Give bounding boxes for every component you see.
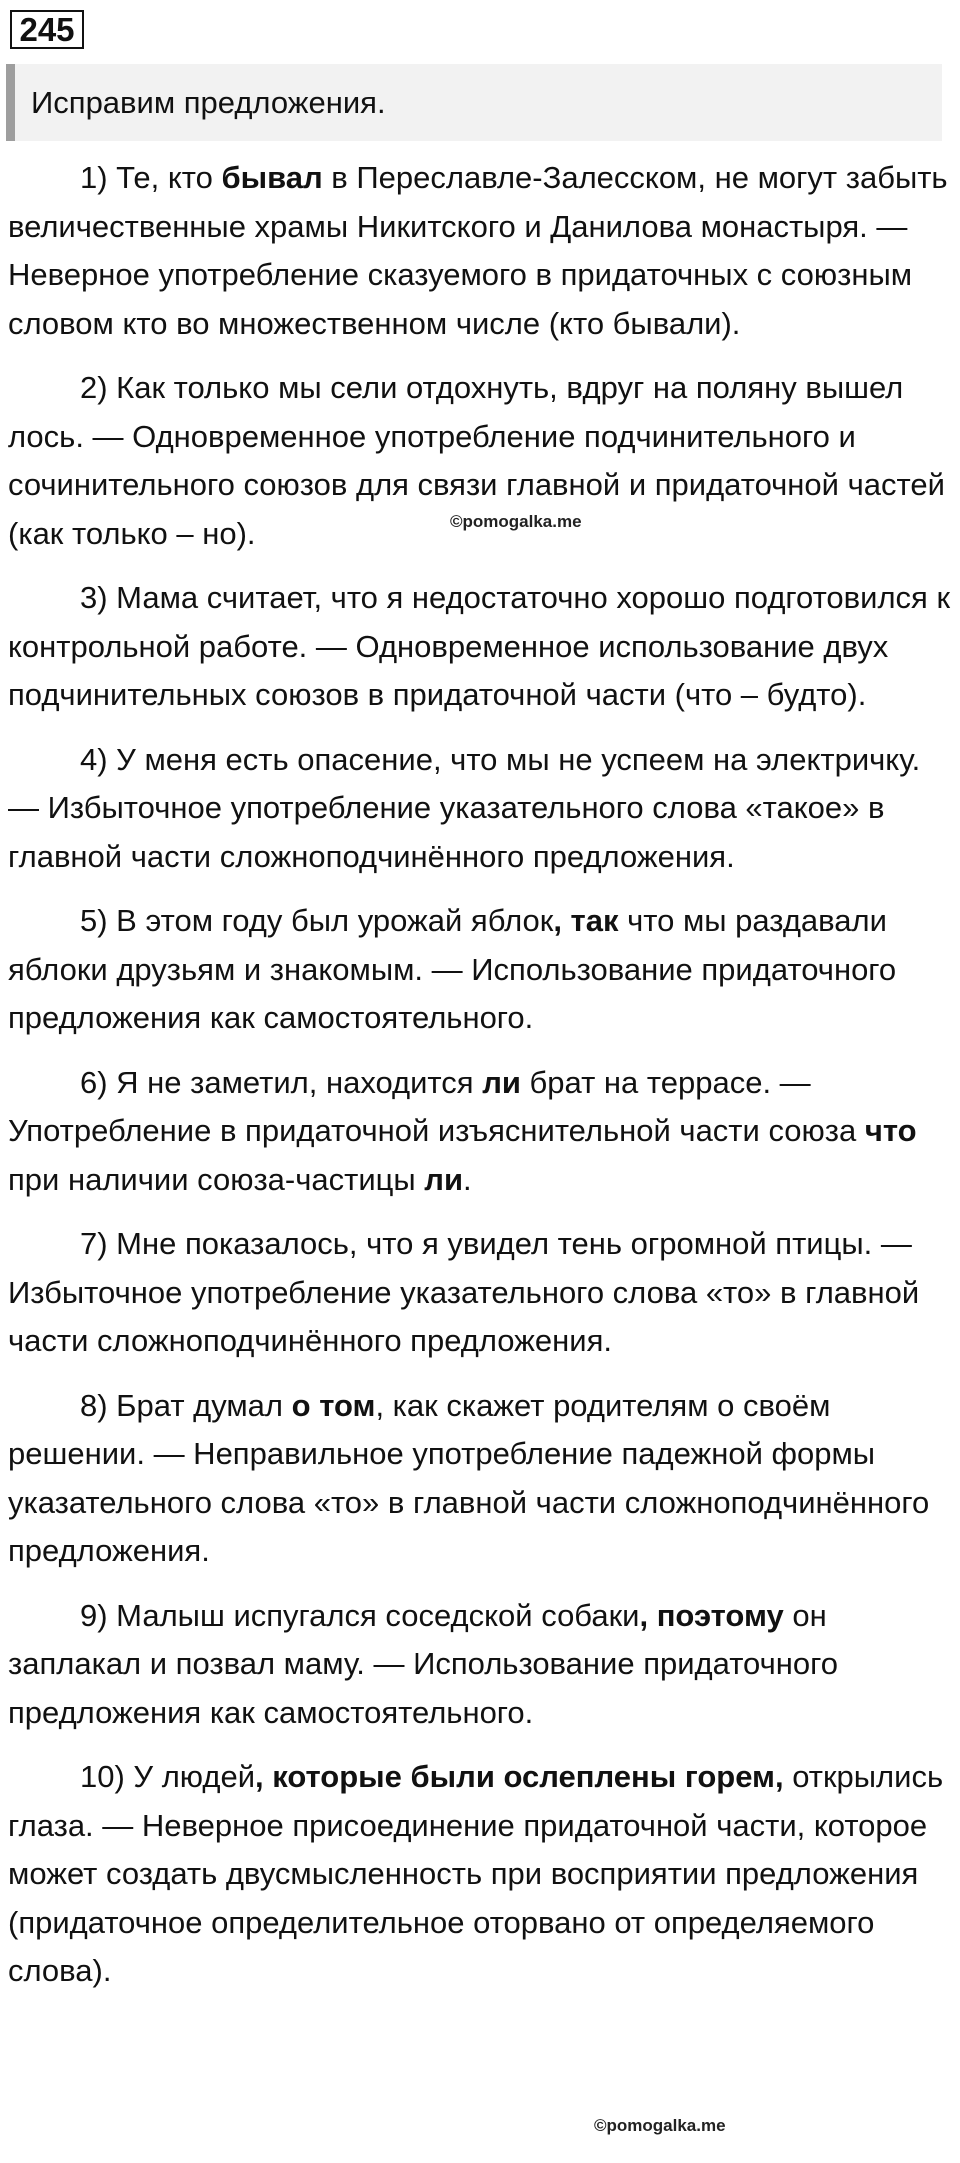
- task-number: 245: [10, 10, 84, 49]
- answer-list: [8, 154, 958, 2012]
- answer-paragraph-4: 4) У меня есть опасение, что мы не успеем на электричку. — Избыточное употребление указательного слова «такое» в главной части сложноподчинённого предложения.: [8, 741, 921, 874]
- answer-paragraph-3: 3) Мама считает, что я недостаточно хорошо подготовился к контрольной работе. — Одновременное использование двух подчинительных союзов в придаточной части (что – будто).: [8, 580, 951, 712]
- answer-paragraph-5: 5) В этом году был урожай яблок, так что мы раздавали яблоки друзьям и знакомым. — Использование придаточного предложения как самостоятельного.: [8, 903, 897, 1035]
- section-heading: Исправим предложения.: [6, 64, 942, 141]
- answer-paragraph-1: 1) Те, кто бывал в Переславле-Залесском, не могут забыть величественные храмы Никитского и Данилова монастыря. — Неверное употребление сказуемого в придаточных с союзным словом кто во множественном числе (кто бывали).: [8, 160, 948, 341]
- answer-paragraph-8: 8) Брат думал о том, как скажет родителям о своём решении. — Неправильное употребление падежной формы указательного слова «то» в главной части сложноподчинённого предложения.: [8, 1387, 930, 1568]
- answer-paragraph-7: 7) Мне показалось, что я увидел тень огромной птицы. — Избыточное употребление указательного слова «то» в главной части сложноподчинённого предложения.: [8, 1226, 920, 1358]
- answer-paragraph-2: 2) Как только мы сели отдохнуть, вдруг на поляну вышел лось. — Одновременное употребление подчинительного и сочинительного союзов для связи главной и придаточной частей (как только – но).: [8, 370, 945, 551]
- answer-paragraph-10: 10) У людей, которые были ослеплены горем, открылись глаза. — Неверное присоединение придаточной части, которое может создать двусмысленность при восприятии предложения (придаточное определительное оторвано от определяемого слова).: [8, 1759, 944, 1988]
- watermark: ©pomogalka.me: [450, 512, 582, 531]
- answer-paragraph-6: 6) Я не заметил, находится ли брат на террасе. — Употребление в придаточной изъяснительной части союза что при наличии союза-частицы ли.: [8, 1064, 917, 1197]
- watermark-footer: ©pomogalka.me: [594, 2116, 726, 2135]
- answer-paragraph-9: 9) Малыш испугался соседской собаки, поэтому он заплакал и позвал маму. — Использование придаточного предложения как самостоятельного.: [8, 1597, 838, 1730]
